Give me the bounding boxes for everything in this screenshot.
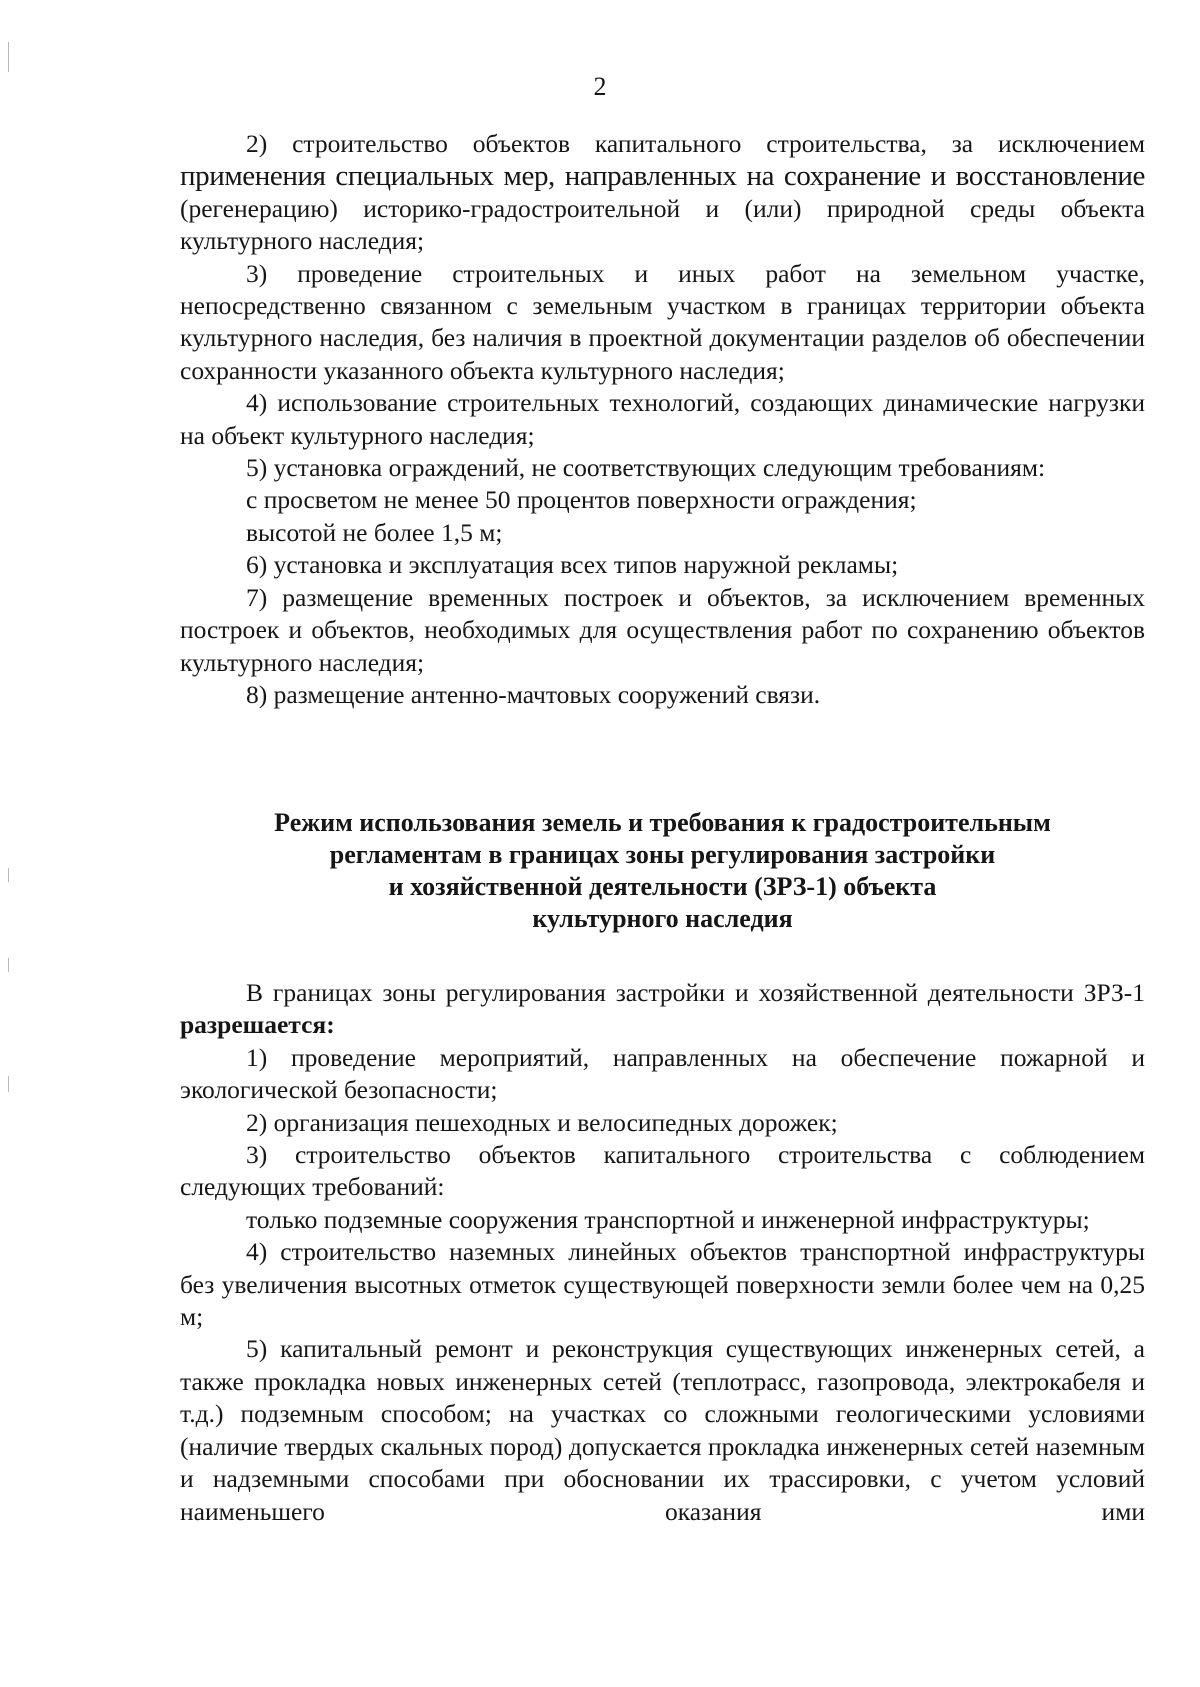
lower-section: [180, 977, 1145, 1528]
list-item: высотой не более 1,5 м;: [246, 517, 503, 547]
list-item: 4) использование строительных технологий, создающих динамические нагрузки на объект культурного наследия;: [180, 388, 1145, 450]
heading-line: и хозяйственной деятельности (ЗРЗ-1) объекта: [388, 872, 937, 901]
list-item: 6) установка и эксплуатация всех типов наружной рекламы;: [246, 550, 899, 580]
heading-line: культурного наследия: [532, 904, 793, 933]
list-item: с просветом не менее 50 процентов поверхности ограждения;: [246, 485, 917, 515]
heading-line: Режим использования земель и требования к градостроительным: [274, 808, 1051, 837]
list-item: только подземные сооружения транспортной и инженерной инфраструктуры;: [246, 1204, 1090, 1234]
list-item-line: культурного наследия;: [180, 226, 425, 256]
list-item: 5) установка ограждений, не соответствующих следующим требованиям:: [246, 453, 1046, 483]
intro-text: В границах зоны регулирования застройки и хозяйственной деятельности ЗРЗ-1: [246, 978, 1145, 1007]
list-item: 4) строительство наземных линейных объектов транспортной инфраструктуры без увеличения высотных отметок существующей поверхности земли более чем на 0,25 м;: [180, 1237, 1145, 1332]
list-item: 2) строительство объектов капитального строительства, за исключением: [246, 129, 1145, 158]
scan-artifact: [8, 958, 9, 972]
intro-bold: разрешается:: [180, 1010, 335, 1040]
scan-artifact: [8, 868, 9, 882]
list-item: 3) проведение строительных и иных работ на земельном участке, непосредственно связанном с земельным участком в границах территории объекта культурного наследия, без наличия в проектной документации разделов об обеспечении сохранности указанного объекта культурного наследия;: [180, 258, 1145, 385]
list-item: 1) проведение мероприятий, направленных на обеспечение пожарной и экологической безопасности;: [180, 1042, 1145, 1105]
list-item-line: (регенерацию) историко-градостроительной и (или) природной среды объекта: [180, 193, 1145, 223]
upper-section: [180, 128, 1145, 711]
list-item: 5) капитальный ремонт и реконструкция существующих инженерных сетей, а также прокладка новых инженерных сетей (теплотрасс, газопровода, электрокабеля и т.д.) подземным способом; на участках со сложными геологическими условиями (наличие твердых скальных пород) допускается прокладка инженерных сетей наземным и надземными способами при обосновании их трассировки, с учетом условий наименьшего оказания ими: [180, 1334, 1145, 1526]
heading-line: регламентам в границах зоны регулирования застройки: [329, 840, 996, 869]
scan-artifact: [8, 42, 9, 72]
intro-paragraph: [180, 977, 1145, 1042]
list-item: 8) размещение антенно-мачтовых сооружений связи.: [246, 679, 821, 709]
section-heading: [180, 807, 1145, 935]
list-item: 7) размещение временных построек и объектов, за исключением временных построек и объектов, необходимых для осуществления работ по сохранению объектов культурного наследия;: [180, 582, 1145, 677]
page-number: 2: [593, 72, 607, 101]
list-item-line: применения специальных мер, направленных на сохранение и восстановление: [180, 160, 1145, 193]
list-item: 2) организация пешеходных и велосипедных дорожек;: [246, 1107, 838, 1137]
scan-artifact: [8, 1076, 9, 1092]
list-item: 3) строительство объектов капитального строительства с соблюдением следующих требований:: [180, 1140, 1145, 1202]
